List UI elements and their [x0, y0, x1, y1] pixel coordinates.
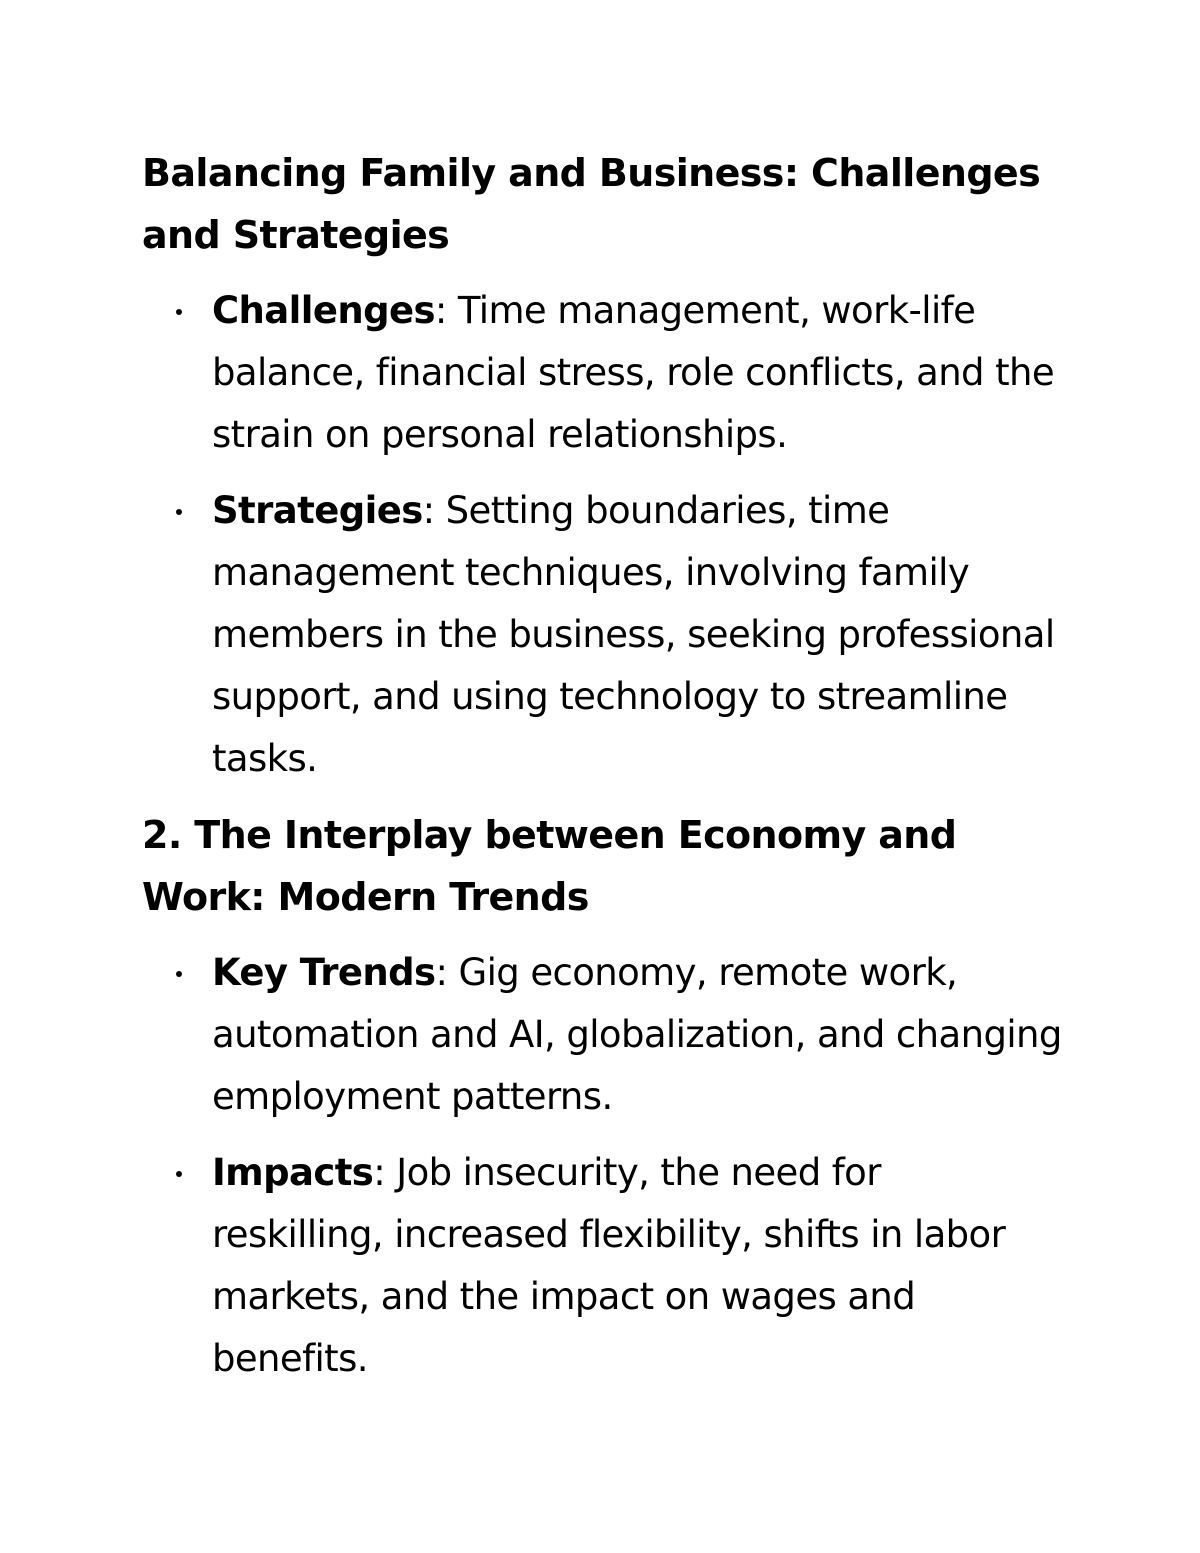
term-separator: : [434, 289, 447, 332]
list-item-challenges [142, 280, 1062, 466]
term-challenges: Challenges [212, 289, 435, 332]
term-separator: : [373, 1151, 386, 1194]
bullet-icon [176, 971, 182, 977]
item-text-challenges: Time management, work-life balance, financial stress, role conflicts, and the strain on personal relationships. [212, 289, 1055, 456]
bullet-icon [176, 509, 182, 515]
term-separator: : [435, 951, 448, 994]
term-key-trends: Key Trends [212, 951, 436, 994]
item-text-impacts: Job insecurity, the need for reskilling, increased flexibility, shifts in labor markets, and the impact on wages and benefits. [212, 1151, 1006, 1380]
term-separator: : [422, 489, 435, 532]
bullet-list-economy-work [142, 942, 1062, 1390]
bullet-list-family-business [142, 280, 1062, 790]
bullet-icon [176, 1171, 182, 1177]
section-heading-balancing-family-business: Balancing Family and Business: Challenges and Strategies [142, 151, 1041, 257]
list-item-key-trends [142, 942, 1062, 1128]
list-item-impacts [142, 1142, 1062, 1390]
document-page [142, 142, 1062, 1390]
section-heading-economy-work: 2. The Interplay between Economy and Work: Modern Trends [142, 813, 957, 919]
item-text-key-trends: Gig economy, remote work, automation and AI, globalization, and changing employment patterns. [212, 951, 1062, 1118]
bullet-icon [176, 309, 182, 315]
list-item-strategies [142, 480, 1062, 790]
term-strategies: Strategies [212, 489, 423, 532]
item-text-strategies: Setting boundaries, time management techniques, involving family members in the business, seeking professional support, and using technology to streamline tasks. [212, 489, 1055, 780]
term-impacts: Impacts [212, 1151, 374, 1194]
